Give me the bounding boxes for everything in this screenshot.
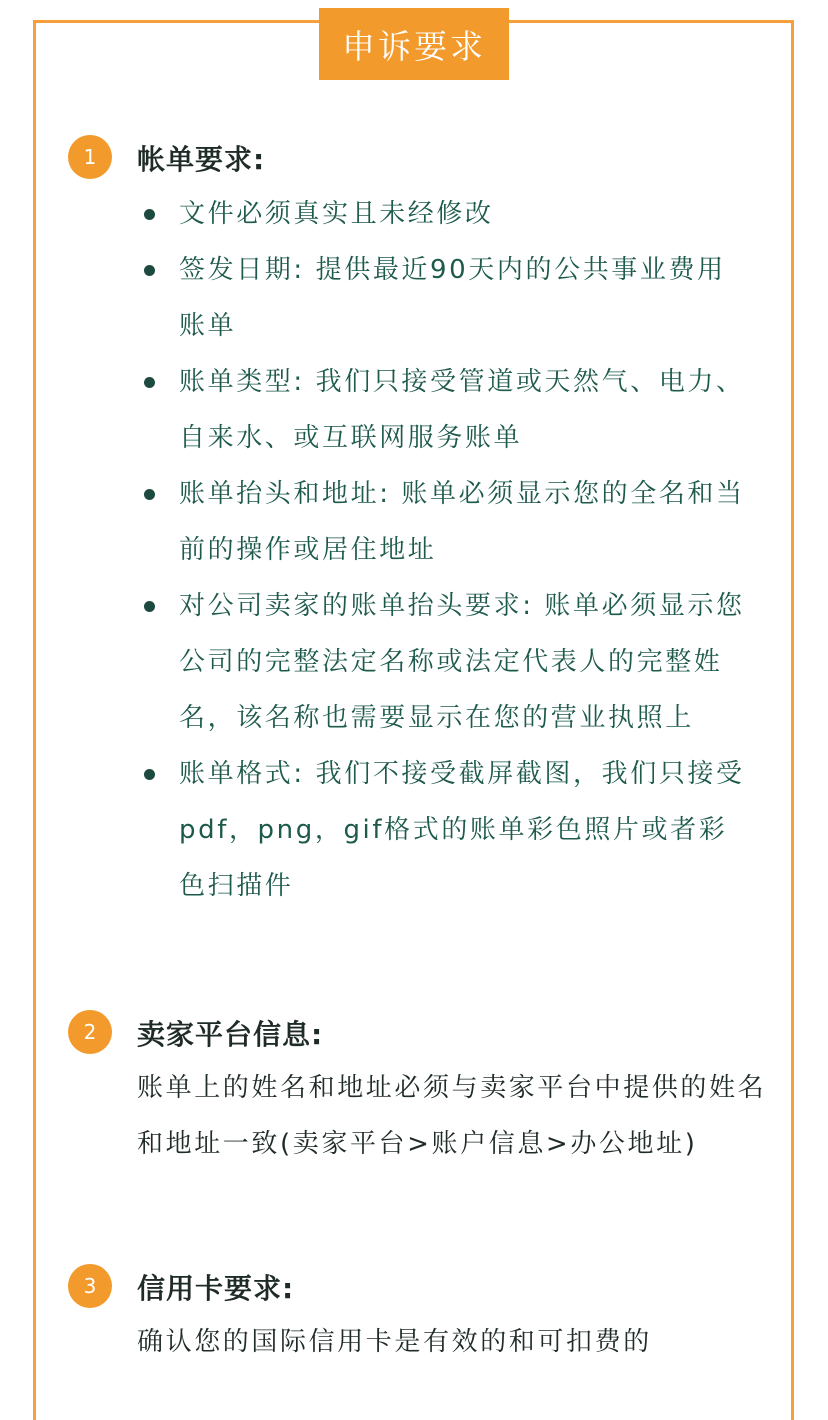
section-3-title: 信用卡要求: (137, 1272, 295, 1305)
list-item-text: 文件必须真实且未经修改 (179, 199, 494, 229)
bullet-icon (144, 265, 155, 276)
list-item (142, 354, 747, 466)
page-title: 申诉要求 (319, 8, 509, 80)
list-item-text: 账单类型: 我们只接受管道或天然气、电力、自来水、或互联网服务账单 (179, 367, 745, 453)
bullet-icon (144, 377, 155, 388)
bullet-icon (144, 769, 155, 780)
bullet-icon (144, 601, 155, 612)
list-item-text: 账单抬头和地址: 账单必须显示您的全名和当前的操作或居住地址 (179, 479, 745, 565)
section-1-title: 帐单要求: (137, 143, 266, 176)
section-2-number-badge: 2 (68, 1010, 112, 1054)
section-1-number-badge: 1 (68, 135, 112, 179)
list-item-text: 签发日期: 提供最近90天内的公共事业费用账单 (179, 255, 726, 341)
section-3-text: 确认您的国际信用卡是有效的和可扣费的 (137, 1327, 652, 1357)
bullet-icon (144, 209, 155, 220)
section-2-title: 卖家平台信息: (137, 1018, 324, 1051)
bullet-icon (144, 489, 155, 500)
list-item (142, 578, 747, 746)
list-item (142, 186, 747, 242)
section-3-number-badge: 3 (68, 1264, 112, 1308)
list-item (142, 746, 747, 914)
list-item (142, 242, 747, 354)
bill-requirements-list (142, 186, 782, 914)
list-item-text: 账单格式: 我们不接受截屏截图，我们只接受pdf，png，gif格式的账单彩色照片或者彩色扫描件 (179, 759, 745, 901)
list-item (142, 466, 747, 578)
list-item-text: 对公司卖家的账单抬头要求: 账单必须显示您公司的完整法定名称或法定代表人的完整姓名，该名称也需要显示在您的营业执照上 (179, 591, 745, 733)
section-2-text: 账单上的姓名和地址必须与卖家平台中提供的姓名和地址一致(卖家平台>账户信息>办公地址) (137, 1073, 767, 1159)
